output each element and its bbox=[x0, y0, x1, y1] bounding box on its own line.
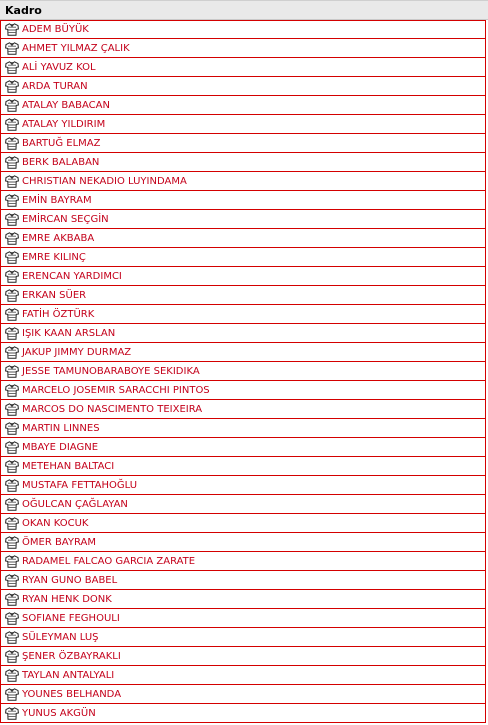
player-name-link[interactable]: BERK BALABAN bbox=[22, 156, 100, 168]
player-row[interactable] bbox=[0, 248, 486, 267]
player-row[interactable] bbox=[0, 514, 486, 533]
shirt-icon bbox=[5, 194, 19, 207]
player-row[interactable] bbox=[0, 495, 486, 514]
shirt-icon bbox=[5, 650, 19, 663]
shirt-icon bbox=[5, 688, 19, 701]
player-row[interactable] bbox=[0, 20, 486, 39]
player-name-link[interactable]: YUNUS AKGÜN bbox=[22, 707, 96, 719]
shirt-icon bbox=[5, 631, 19, 644]
player-name-link[interactable]: TAYLAN ANTALYALI bbox=[22, 669, 115, 681]
shirt-icon bbox=[5, 232, 19, 245]
shirt-icon bbox=[5, 23, 19, 36]
player-row[interactable] bbox=[0, 609, 486, 628]
shirt-icon bbox=[5, 118, 19, 131]
player-row[interactable] bbox=[0, 628, 486, 647]
player-row[interactable] bbox=[0, 305, 486, 324]
player-row[interactable] bbox=[0, 590, 486, 609]
player-name-link[interactable]: EMİN BAYRAM bbox=[22, 194, 92, 206]
player-row[interactable] bbox=[0, 267, 486, 286]
player-name-link[interactable]: SÜLEYMAN LUŞ bbox=[22, 631, 99, 643]
shirt-icon bbox=[5, 669, 19, 682]
player-name-link[interactable]: EMİRCAN SEÇGİN bbox=[22, 213, 109, 225]
shirt-icon bbox=[5, 270, 19, 283]
player-row[interactable] bbox=[0, 704, 486, 723]
player-row[interactable] bbox=[0, 400, 486, 419]
player-row[interactable] bbox=[0, 229, 486, 248]
shirt-icon bbox=[5, 61, 19, 74]
shirt-icon bbox=[5, 536, 19, 549]
shirt-icon bbox=[5, 612, 19, 625]
shirt-icon bbox=[5, 441, 19, 454]
player-name-link[interactable]: BARTUĞ ELMAZ bbox=[22, 137, 101, 149]
player-name-link[interactable]: JAKUP JIMMY DURMAZ bbox=[22, 346, 132, 358]
player-row[interactable] bbox=[0, 210, 486, 229]
player-name-link[interactable]: ADEM BÜYÜK bbox=[22, 24, 89, 35]
shirt-icon bbox=[5, 99, 19, 112]
player-row[interactable] bbox=[0, 476, 486, 495]
shirt-icon bbox=[5, 384, 19, 397]
player-row[interactable] bbox=[0, 286, 486, 305]
player-row[interactable] bbox=[0, 533, 486, 552]
player-name-link[interactable]: ATALAY BABACAN bbox=[22, 99, 110, 111]
shirt-icon bbox=[5, 422, 19, 435]
player-row[interactable] bbox=[0, 457, 486, 476]
shirt-icon bbox=[5, 213, 19, 226]
player-row[interactable] bbox=[0, 191, 486, 210]
player-name-link[interactable]: RYAN GUNO BABEL bbox=[22, 574, 118, 586]
player-list bbox=[0, 20, 488, 723]
shirt-icon bbox=[5, 403, 19, 416]
player-name-link[interactable]: CHRISTIAN NEKADIO LUYINDAMA bbox=[22, 175, 187, 187]
player-row[interactable] bbox=[0, 96, 486, 115]
player-row[interactable] bbox=[0, 381, 486, 400]
player-row[interactable] bbox=[0, 172, 486, 191]
player-row[interactable] bbox=[0, 438, 486, 457]
player-row[interactable] bbox=[0, 77, 486, 96]
shirt-icon bbox=[5, 593, 19, 606]
player-name-link[interactable]: SOFIANE FEGHOULI bbox=[22, 612, 120, 624]
shirt-icon bbox=[5, 517, 19, 530]
player-name-link[interactable]: OĞULCAN ÇAĞLAYAN bbox=[22, 498, 128, 510]
player-row[interactable] bbox=[0, 647, 486, 666]
shirt-icon bbox=[5, 289, 19, 302]
shirt-icon bbox=[5, 80, 19, 93]
player-name-link[interactable]: MARTIN LINNES bbox=[22, 422, 100, 434]
shirt-icon bbox=[5, 308, 19, 321]
player-row[interactable] bbox=[0, 552, 486, 571]
shirt-icon bbox=[5, 365, 19, 378]
player-name-link[interactable]: MBAYE DIAGNE bbox=[22, 441, 99, 453]
player-name-link[interactable]: FATİH ÖZTÜRK bbox=[22, 308, 95, 320]
shirt-icon bbox=[5, 555, 19, 568]
player-name-link[interactable]: AHMET YILMAZ ÇALIK bbox=[22, 42, 130, 54]
player-name-link[interactable]: ARDA TURAN bbox=[22, 80, 88, 92]
player-row[interactable] bbox=[0, 362, 486, 381]
shirt-icon bbox=[5, 346, 19, 359]
player-row[interactable] bbox=[0, 666, 486, 685]
player-name-link[interactable]: METEHAN BALTACI bbox=[22, 460, 115, 472]
player-row[interactable] bbox=[0, 115, 486, 134]
shirt-icon bbox=[5, 498, 19, 511]
player-row[interactable] bbox=[0, 685, 486, 704]
player-name-link[interactable]: MARCELO JOSEMIR SARACCHI PINTOS bbox=[22, 384, 210, 396]
player-name-link[interactable]: RYAN HENK DONK bbox=[22, 593, 112, 605]
player-row[interactable] bbox=[0, 419, 486, 438]
player-row[interactable] bbox=[0, 153, 486, 172]
shirt-icon bbox=[5, 574, 19, 587]
player-name-link[interactable]: ERENCAN YARDIMCI bbox=[22, 270, 122, 282]
shirt-icon bbox=[5, 327, 19, 340]
player-name-link[interactable]: MARCOS DO NASCIMENTO TEIXEIRA bbox=[22, 403, 203, 415]
shirt-icon bbox=[5, 479, 19, 492]
player-row[interactable] bbox=[0, 58, 486, 77]
player-name-link[interactable]: JESSE TAMUNOBARABOYE SEKIDIKA bbox=[22, 365, 200, 377]
player-name-link[interactable]: EMRE KILINÇ bbox=[22, 251, 86, 263]
player-name-link[interactable]: ALİ YAVUZ KOL bbox=[22, 61, 96, 73]
shirt-icon bbox=[5, 156, 19, 169]
shirt-icon bbox=[5, 42, 19, 55]
player-row[interactable] bbox=[0, 39, 486, 58]
shirt-icon bbox=[5, 251, 19, 264]
shirt-icon bbox=[5, 175, 19, 188]
player-name-link[interactable]: ATALAY YILDIRIM bbox=[22, 118, 106, 130]
player-name-link[interactable]: YOUNES BELHANDA bbox=[22, 688, 122, 700]
player-name-link[interactable]: RADAMEL FALCAO GARCIA ZARATE bbox=[22, 555, 196, 567]
player-name-link[interactable]: ÖMER BAYRAM bbox=[22, 536, 96, 548]
squad-header: Kadro bbox=[0, 0, 488, 20]
player-row[interactable] bbox=[0, 324, 486, 343]
player-row[interactable] bbox=[0, 571, 486, 590]
player-name-link[interactable]: IŞIK KAAN ARSLAN bbox=[22, 327, 116, 339]
player-row[interactable] bbox=[0, 134, 486, 153]
player-name-link[interactable]: OKAN KOCUK bbox=[22, 517, 89, 529]
player-name-link[interactable]: ERKAN SÜER bbox=[22, 289, 87, 301]
player-name-link[interactable]: ŞENER ÖZBAYRAKLI bbox=[22, 650, 121, 662]
player-name-link[interactable]: EMRE AKBABA bbox=[22, 232, 95, 244]
player-name-link[interactable]: MUSTAFA FETTAHOĞLU bbox=[22, 479, 138, 491]
player-row[interactable] bbox=[0, 343, 486, 362]
shirt-icon bbox=[5, 460, 19, 473]
shirt-icon bbox=[5, 137, 19, 150]
shirt-icon bbox=[5, 707, 19, 720]
